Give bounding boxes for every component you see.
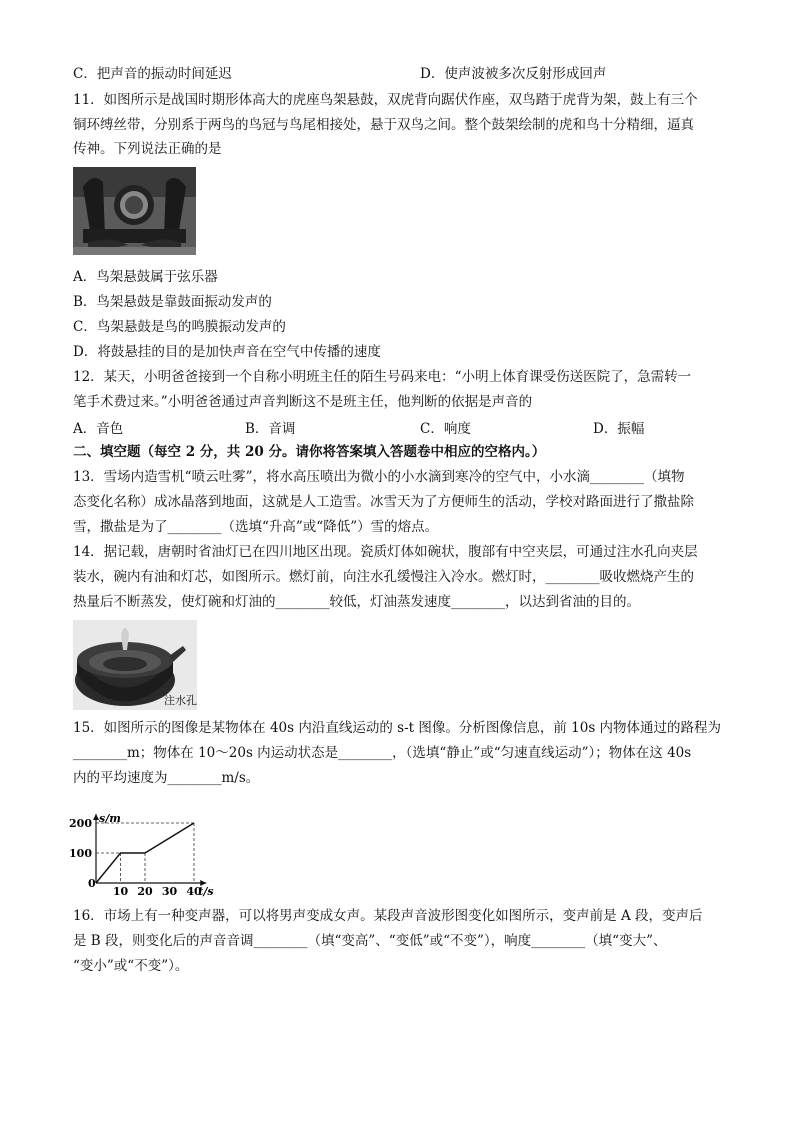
oil-lamp-photo — [73, 620, 197, 710]
x-tick-label: 30 — [161, 885, 178, 897]
q12-option-d: D．振幅 — [593, 421, 645, 437]
section-2-heading: 二、填空题（每空 2 分，共 20 分。请你将答案填入答题卷中相应的空格内。） — [73, 444, 546, 460]
q11-stem-line2: 铜环缚丝带，分别系于两鸟的鸟冠与鸟尾相接处，悬于双鸟之间。整个鼓架绘制的虎和鸟十分精细，逼真 — [73, 117, 694, 133]
q12-option-c: C．响度 — [420, 421, 471, 437]
q14-line3: 热量后不断蒸发，使灯碗和灯油的________较低，灯油蒸发速度________，以达到省油的目的。 — [73, 594, 640, 610]
x-tick-label: 20 — [137, 885, 153, 897]
y-tick-label: 200 — [69, 817, 92, 830]
q11-option-b: B．鸟架悬鼓是靠鼓面振动发声的 — [73, 294, 272, 310]
inlet-label: 注水孔 — [164, 695, 197, 707]
q10-option-c: C．把声音的振动时间延迟 — [73, 66, 232, 82]
q11-stem-line1: 11．如图所示是战国时期形体高大的虎座鸟架悬鼓，双虎背向踞伏作座，双鸟踏于虎背为架，鼓上有三个 — [73, 92, 698, 108]
origin-label: 0 — [88, 877, 96, 890]
st-graph-svg — [66, 793, 226, 897]
x-tick-label: 10 — [112, 885, 129, 897]
q16-line1: 16．市场上有一种变声器，可以将男声变成女声。某段声音波形图变化如图所示，变声前是 A 段，变声后 — [73, 908, 703, 924]
q11-stem-line3: 传神。下列说法正确的是 — [73, 141, 222, 157]
q11-option-d: D．将鼓悬挂的目的是加快声音在空气中传播的速度 — [73, 344, 381, 360]
q15-line1: 15．如图所示的图像是某物体在 40s 内沿直线运动的 s-t 图像。分析图像信息，前 10s 内物体通过的路程为 — [73, 720, 722, 736]
st-graph — [66, 793, 226, 897]
q14-line1: 14．据记载，唐朝时省油灯已在四川地区出现。瓷质灯体如碗状，腹部有中空夹层，可通过注水孔向夹层 — [73, 544, 698, 560]
q14-line2: 装水，碗内有油和灯芯，如图所示。燃灯前，向注水孔缓慢注入冷水。燃灯时，________吸收燃烧产生的 — [73, 569, 694, 585]
q16-line2: 是 B 段，则变化后的声音音调________（填“变高”、“变低”或“不变”），响度________（填“变大”、 — [73, 933, 667, 949]
y-axis-label: s/m — [99, 812, 121, 825]
x-tick-label: 40 — [186, 885, 202, 897]
q11-option-a: A．鸟架悬鼓属于弦乐器 — [73, 269, 218, 285]
drum-stand-photo — [73, 167, 196, 255]
q12-option-a: A．音色 — [73, 421, 124, 437]
q13-line3: 雪，撒盐是为了________（选填“升高”或“降低”）雪的熔点。 — [73, 519, 439, 535]
q13-line1: 13．雪场内造雪机“喷云吐雾”，将水高压喷出为微小的小水滴到寒冷的空气中，小水滴________（填物 — [73, 469, 685, 485]
q16-line3: “变小”或“不变”）。 — [73, 958, 189, 974]
q13-line2: 态变化名称）成冰晶落到地面，这就是人工造雪。冰雪天为了方便师生的活动，学校对路面进行了撒盐除 — [73, 494, 694, 510]
q11-option-c: C．鸟架悬鼓是鸟的鸣膜振动发声的 — [73, 319, 286, 335]
q15-line2: ________m；物体在 10～20s 内运动状态是________，（选填“静止”或“匀速直线运动”）；物体在这 40s — [73, 745, 692, 761]
q12-stem-line1: 12．某天，小明爸爸接到一个自称小明班主任的陌生号码来电：“小明上体育课受伤送医院了，急需转一 — [73, 369, 692, 385]
q15-line3: 内的平均速度为________m/s。 — [73, 770, 260, 786]
y-tick-label: 100 — [69, 847, 92, 860]
q10-option-d: D．使声波被多次反射形成回声 — [420, 66, 607, 82]
q12-stem-line2: 笔手术费过来。”小明爸爸通过声音判断这不是班主任，他判断的依据是声音的 — [73, 394, 533, 410]
q12-option-b: B．音调 — [245, 421, 296, 437]
x-axis-label: t/s — [198, 885, 214, 897]
